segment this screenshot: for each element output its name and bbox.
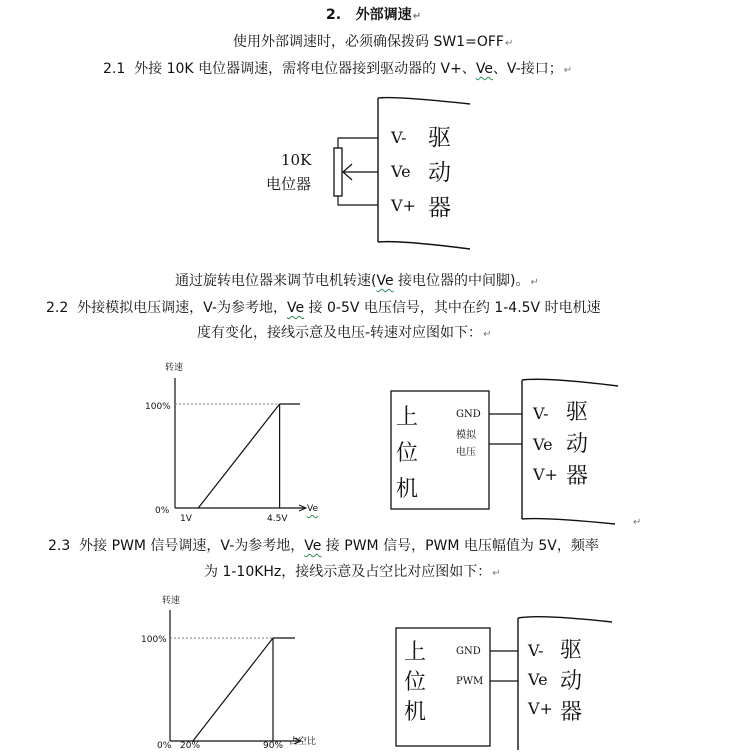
pin2-v-plus: V+ <box>533 465 558 484</box>
pin-v-plus: V+ <box>391 196 416 215</box>
chart1-xlabel <box>307 500 318 518</box>
note21-line <box>175 272 539 292</box>
pot-wire-bottom <box>338 196 378 205</box>
chart2-series-line <box>193 638 273 741</box>
sec22-label: 2.2 <box>46 300 69 316</box>
host2-analog-label-a: 模拟 <box>456 430 476 441</box>
paragraph-mark-icon: ↵ <box>633 517 642 528</box>
chart2-ylabel: 转速 <box>162 596 181 606</box>
chart1-x-arrow <box>299 505 306 511</box>
intro-line <box>233 33 513 53</box>
intro-text: 使用外部调速时，必须确保拨码 SW1=OFF <box>233 34 504 50</box>
pot-wiper-arrow <box>343 164 378 180</box>
driver3-char-3: 器 <box>560 700 583 725</box>
paragraph-mark-icon: ↵ <box>563 65 573 76</box>
host3-char-2: 位 <box>404 670 427 695</box>
chart2-ytick-0: 0% <box>157 741 172 751</box>
note21-ve: Ve <box>376 273 394 289</box>
host2-char-3: 机 <box>396 477 419 502</box>
driver-char-1: 驱 <box>428 125 451 151</box>
heading-title: 外部调速 <box>355 7 412 23</box>
driver3-char-1: 驱 <box>560 638 583 663</box>
paragraph-mark-icon: ↵ <box>412 11 422 22</box>
section-heading <box>326 6 421 26</box>
heading-number: 2. <box>326 7 342 23</box>
sec23-text-post: 接 PWM 信号，PWM 电压幅值为 5V，频率 <box>321 538 599 554</box>
chart1-xtick-2: 4.5V <box>267 514 288 524</box>
driver2-char-3: 器 <box>566 464 589 489</box>
sec22-text-post: 接 0-5V 电压信号，其中在约 1-4.5V 时电机速 <box>304 300 601 316</box>
pin3-v-plus: V+ <box>528 699 553 718</box>
sec23-line2 <box>204 563 501 583</box>
sec22-ve: Ve <box>286 300 305 316</box>
sec23-label: 2.3 <box>48 538 71 554</box>
host3-pwm-label: PWM <box>456 676 484 687</box>
pin-v-minus: V- <box>391 128 407 147</box>
note21-text-post: 接电位器的中间脚)。 <box>393 273 530 289</box>
host2-gnd-label: GND <box>456 409 481 420</box>
sec22-line1 <box>46 299 601 317</box>
pot-label-value: 10K <box>281 151 312 169</box>
paragraph-mark-icon: ↵ <box>483 329 492 340</box>
note21-text-pre: 通过旋转电位器来调节电机转速( <box>175 273 377 289</box>
host3-char-1: 上 <box>404 640 427 665</box>
sec22-text-line2: 度有变化，接线示意及电压-转速对应图如下： <box>197 325 483 341</box>
pin3-v-minus: V- <box>528 641 544 660</box>
sec21-line <box>103 60 572 80</box>
host3-char-3: 机 <box>404 700 427 725</box>
sec23-text-line2: 为 1-10KHz，接线示意及占空比对应图如下： <box>204 564 492 580</box>
paragraph-mark-icon: ↵ <box>504 38 514 49</box>
chart1-xtick-1: 1V <box>180 514 192 524</box>
chart2-xlabel: 占空比 <box>289 737 317 747</box>
driver-char-3: 器 <box>428 195 451 221</box>
sec22-text-pre: 外接模拟电压调速，V-为参考地， <box>77 300 287 316</box>
sec23-ve: Ve <box>304 538 322 554</box>
chart2-ytick-100: 100% <box>141 635 167 645</box>
driver2-char-1: 驱 <box>566 400 589 425</box>
driver-char-2: 动 <box>428 160 451 186</box>
host2-char-1: 上 <box>396 405 419 430</box>
driver2-char-2: 动 <box>566 432 589 457</box>
pin3-ve: Ve <box>528 670 548 689</box>
host2-analog-label-b: 电压 <box>456 447 476 458</box>
sec21-ve: Ve <box>475 61 493 77</box>
chart1-ytick-100: 100% <box>145 402 171 412</box>
chart1-series-line <box>198 404 279 508</box>
pin-ve: Ve <box>391 162 411 181</box>
sec22-line2 <box>197 324 491 344</box>
pot-wire-top <box>338 138 378 148</box>
host3-gnd-label: GND <box>456 646 481 657</box>
driver3-char-2: 动 <box>560 669 583 694</box>
sec23-line1 <box>48 537 599 555</box>
sec21-label: 2.1 <box>103 61 126 77</box>
sec21-text-post: 、V-接口； <box>492 61 563 77</box>
sec23-text-pre: 外接 PWM 信号调速，V-为参考地， <box>79 538 305 554</box>
sec21-text-pre: 外接 10K 电位器调速，需将电位器接到驱动器的 V+、 <box>134 61 476 77</box>
host2-char-2: 位 <box>396 441 419 466</box>
pin2-v-minus: V- <box>533 404 549 423</box>
pot-label-name: 电位器 <box>266 175 312 193</box>
chart1-ytick-0: 0% <box>155 506 170 516</box>
chart1-ylabel: 转速 <box>165 363 184 373</box>
chart1-xlabel-text: Ve <box>307 504 318 514</box>
potentiometer-resistor <box>334 148 342 196</box>
chart2-xtick-2: 90% <box>263 741 284 751</box>
chart2-xtick-1: 20% <box>180 741 201 751</box>
paragraph-mark-icon: ↵ <box>530 277 539 288</box>
paragraph-mark-icon: ↵ <box>492 568 501 579</box>
pin2-ve: Ve <box>533 435 553 454</box>
